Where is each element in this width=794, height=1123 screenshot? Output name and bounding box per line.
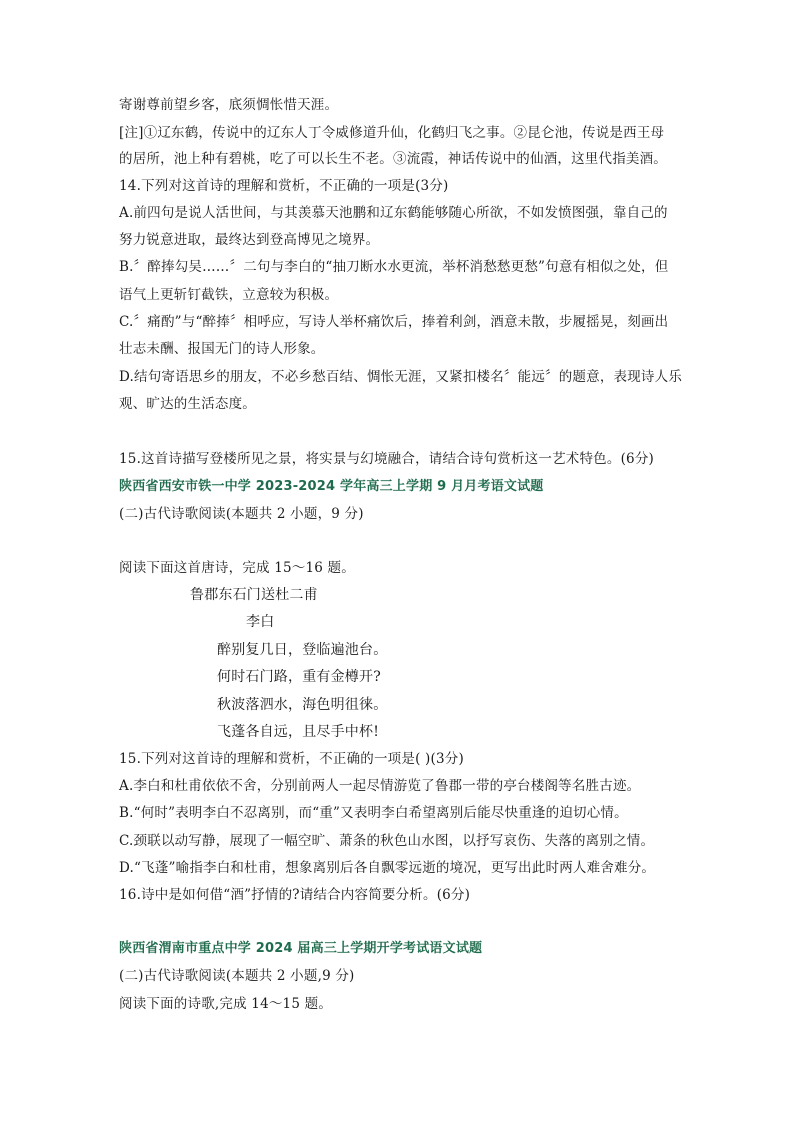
poem-line: 飞蓬各自远，且尽手中杯! xyxy=(217,724,380,740)
option-b: B.〞醉捧勾吴……〞二句与李白的“抽刀断水水更流，举杯消愁愁更愁”句意有相似之处，但 xyxy=(119,259,669,275)
annotation-line: 的居所，池上种有碧桃，吃了可以长生不老。③流霞，神话传说中的仙酒，这里代指美酒。 xyxy=(119,151,667,167)
question-15: 15.这首诗描写登楼所见之景，将实景与幻境融合，请结合诗句赏析这一艺术特色。(6分) xyxy=(119,451,654,467)
reading-instruction: 阅读下面这首唐诗，完成 15～16 题。 xyxy=(119,560,355,576)
reading-instruction: 阅读下面的诗歌,完成 14～15 题。 xyxy=(119,996,333,1012)
poem-line: 醉别复几日，登临遍池台。 xyxy=(217,642,388,658)
section-heading: (二)古代诗歌阅读(本题共 2 小题,9 分) xyxy=(119,968,355,984)
annotation-line: [注]①辽东鹤，传说中的辽东人丁令威修道升仙，化鹤归飞之事。②昆仑池，传说是西王母 xyxy=(119,125,665,141)
option-d-cont: 观、旷达的生活态度。 xyxy=(119,396,256,412)
poem-author: 李白 xyxy=(246,614,275,630)
option-a: A.前四句是说人活世间，与其羡慕天池鹏和辽东鹤能够随心所欲，不如发愤图强，靠自己的 xyxy=(119,205,668,221)
question-16: 16.诗中是如何借“酒”抒情的?请结合内容简要分析。(6分) xyxy=(119,887,471,903)
poem-title: 鲁郡东石门送杜二甫 xyxy=(190,587,318,603)
section-heading: (二)古代诗歌阅读(本题共 2 小题，9 分) xyxy=(119,506,364,522)
option-b: B.“何时”表明李白不忍离别，而“重”又表明李白希望离别后能尽快重逢的迫切心情。 xyxy=(119,805,628,821)
option-c-cont: 壮志未酬、报国无门的诗人形象。 xyxy=(119,341,325,357)
question-14: 14.下列对这首诗的理解和赏析，不正确的一项是(3分) xyxy=(119,178,449,194)
source-heading: 陕西省渭南市重点中学 2024 届高三上学期开学考试语文试题 xyxy=(119,941,483,956)
poem-line: 秋波落泗水，海色明徂徕。 xyxy=(217,697,388,713)
poem-last-line: 寄谢尊前望乡客，底须惆怅惜天涯。 xyxy=(119,97,339,113)
source-heading: 陕西省西安市铁一中学 2023-2024 学年高三上学期 9 月月考语文试题 xyxy=(119,479,544,494)
option-a-cont: 努力锐意进取，最终达到登高博见之境界。 xyxy=(119,232,380,248)
option-a: A.李白和杜甫依依不舍，分别前两人一起尽情游览了鲁郡一带的亭台楼阁等名胜古迹。 xyxy=(119,778,641,794)
option-d: D.结句寄语思乡的朋友，不必乡愁百结、惆怅无涯，又紧扣楼名〞能远〞的题意，表现诗人乐 xyxy=(119,369,683,385)
question-15: 15.下列对这首诗的理解和赏析，不正确的一项是( )(3分) xyxy=(119,751,464,767)
option-d: D.“飞蓬”喻指李白和杜甫，想象离别后各自飘零远逝的境况，更写出此时两人难舍难分。 xyxy=(119,860,656,876)
option-c: C.〞痛酌”与“醉捧〞相呼应，写诗人举杯痛饮后，捧着利剑，酒意未散，步履摇晃，刻画出 xyxy=(119,314,669,330)
poem-line: 何时石门路，重有金樽开? xyxy=(217,669,381,685)
option-b-cont: 语气上更斩钉截铁，立意较为积极。 xyxy=(119,287,339,303)
option-c: C.颈联以动写静，展现了一幅空旷、萧条的秋色山水图，以抒写哀伤、失落的离别之情。 xyxy=(119,833,655,849)
